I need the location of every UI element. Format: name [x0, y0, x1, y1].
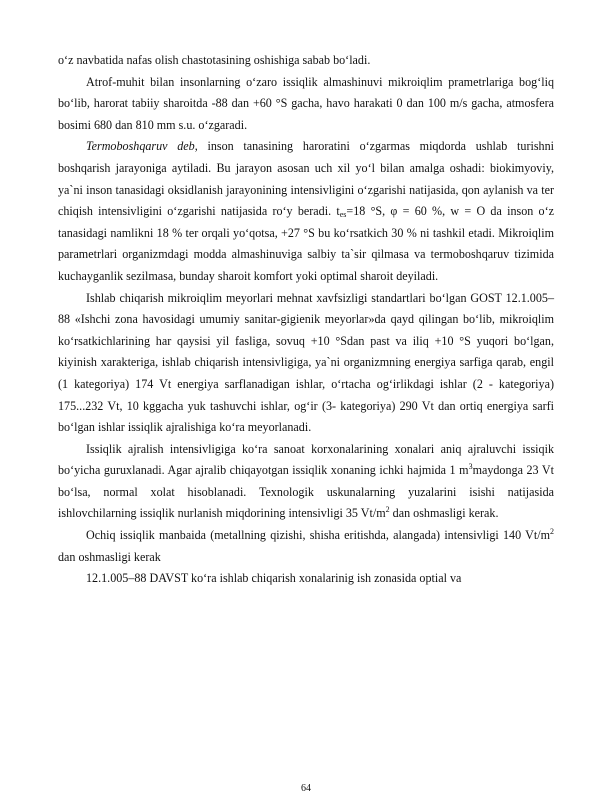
paragraph-5 [58, 439, 554, 525]
paragraph-3-formula-rest: =18 °S, φ = 60 %, w = O da inson o‘z tanasidagi namlikni 18 % ter orqali yo‘qotsa, +27 °S bu ko‘rsatkich 30 % ni tashkil etadi. Mikroiqlim parametrlari organizmdagi modda almashinuviga salbiy ta`sir qilmasa va termoboshqaruv tizimida kuchayganlik sezilmasa, bunday sharoit komfort yoki optimal sharoit deyiladi. [58, 204, 554, 283]
document-page [58, 50, 554, 590]
superscript-2: 2 [385, 505, 390, 515]
paragraph-4: Ishlab chiqarish mikroiqlim meyorlari mehnat xavfsizligi standartlari bo‘lgan GOST 12.1.005–88 «Ishchi zona havosidagi umumiy sanitar-gigienik meyorlar»da qayd qilingan bo‘lib, mikroiqlim ko‘rsatkichlarining har qaysisi yil fasliga, sovuq +10 °Sdan past va iliq +10 °S yuqori bo‘lgan, kiyinish xarakteriga, ishlab chiqarish intensivligiga, ya`ni organizmning energiya sarfiga qarab, engil (1 kategoriya) 174 Vt energiya sarflanadigan ishlar, o‘rtacha og‘irlikdagi ishlar (2 - kategoriya) 175...232 Vt, 10 kggacha yuk tashuvchi ishlar, og‘ir (3- kategoriya) 290 Vt dan ortiq energiya sarfi bo‘lgan ishlar issiqlik ajralishiga ko‘ra meyorlanadi. [58, 290, 554, 435]
formula-t-subscript: es [339, 210, 347, 220]
superscript-2: 2 [550, 527, 554, 537]
paragraph-7: 12.1.005–88 DAVST ko‘ra ishlab chiqarish xonalarinig ish zonasida optial va [86, 571, 462, 586]
paragraph-5-text-middle: maydonga 23 Vt bo‘lsa, normal xolat hisoblanadi. Texnologik uskunalarning yuzalarini isishi natijasida ishlovchilarning issiqlik nurlanish miqdorining intensivligi 35 Vt/m [58, 463, 554, 521]
paragraph-2: Atrof-muhit bilan insonlarning o‘zaro issiqlik almashinuvi mikroiqlim prametrlariga bog‘liq bo‘lib, harorat tabiiy sharoitda -88 dan +60 °S gacha, havo harakati 0 dan 100 m/s gacha, atmosfera bosimi 680 dan 810 mm s.u. o‘zgaradi. [58, 74, 554, 132]
paragraph-6 [58, 525, 554, 568]
formula-t-symbol: t [336, 204, 340, 219]
superscript-3: 3 [468, 462, 473, 472]
paragraph-3-text: , inson tanasining haroratini o‘zgarmas miqdorda ushlab turishni boshqarish jarayoniga aytiladi. Bu jarayon asosan uch xil yo‘l bilan amalga oshadi: biokimyoviy, ya`ni inson tanasidagi oksidlanish jarayonining intensivligini o‘zgarishi natijasida, qon aylanish va ter chiqish intensivligini o‘zgarishi natijasida ro‘y beradi. [58, 139, 554, 219]
paragraph-5-text-after: dan oshmasligi kerak. [389, 506, 499, 521]
paragraph-6-text-after: dan oshmasligi kerak [58, 549, 161, 564]
paragraph-6-text-before: Ochiq issiqlik manbaida (metallning qizishi, shisha eritishda, alangada) intensivligi 140 Vt/m [86, 528, 550, 543]
paragraph-3 [58, 136, 554, 287]
paragraph-5-text-before: Issiqlik ajralish intensivligiga ko‘ra sanoat korxonalarining xonalari aniq ajraluvchi issiqik bo‘yicha guruxlanadi. Agar ajralib chiqayotgan issiqlik xonaning ichki hajmida 1 m [58, 441, 554, 478]
paragraph-1: o‘z navbatida nafas olish chastotasining oshishiga sabab bo‘ladi. [58, 53, 371, 67]
term-termoboshqaruv: Termoboshqaruv deb [86, 139, 195, 154]
page-number: 64 [301, 783, 311, 794]
